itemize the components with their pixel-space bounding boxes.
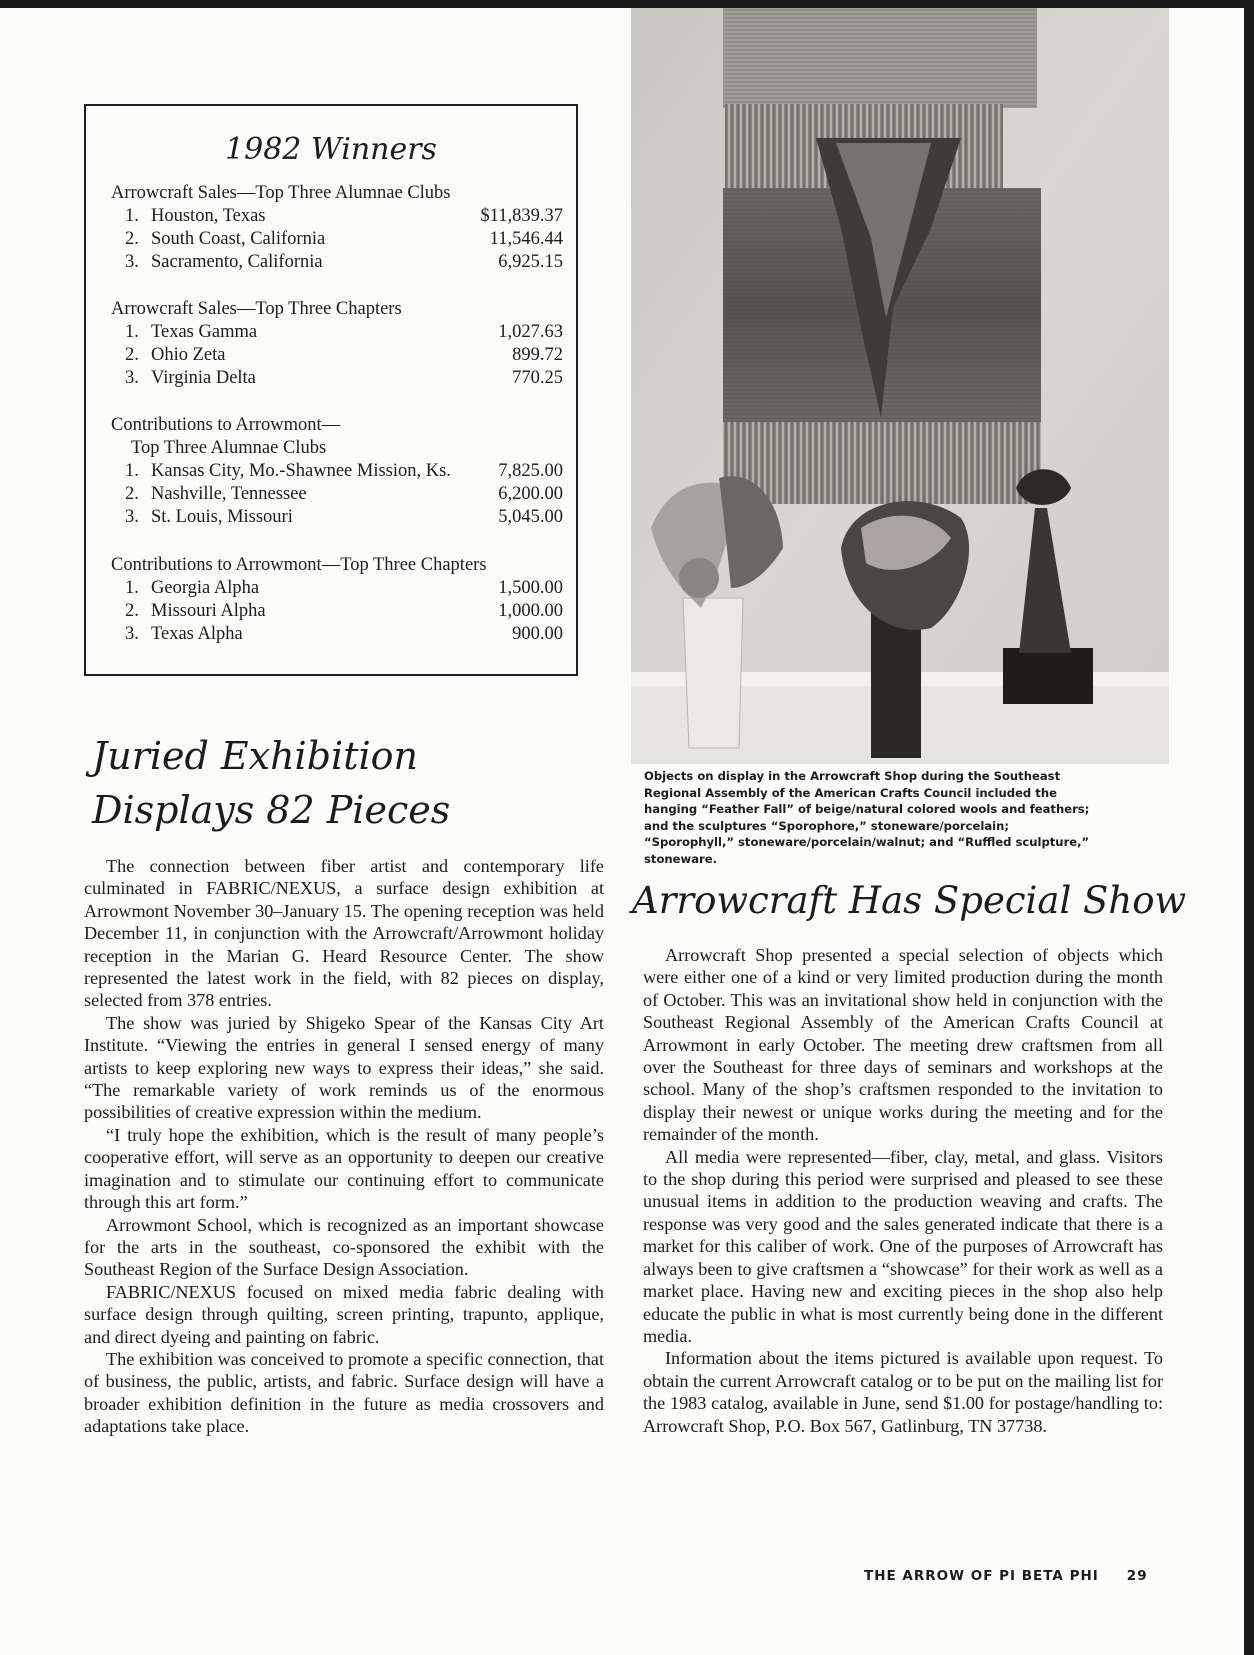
article2-headline: Arrowcraft Has Special Show xyxy=(632,879,1187,922)
paragraph: “I truly hope the exhibition, which is the result of many people’s cooperative effort, will serve as an opportunity to deepen our creative imagination and to stimulate our continuing effort to communicate through this art form.” xyxy=(84,1124,604,1213)
paragraph: All media were represented—fiber, clay, metal, and glass. Visitors to the shop during this period were surprised and pleased to see these unusual items in addition to the production weaving and crafts. The response was very good and the sales generated indicate that there is a market for this caliber of work. One of the purposes of Arrowcraft has always been to give craftsmen a “showcase” for their work as well as a market place. Having new and exciting pieces in the shop also help educate the public in what is most currently being done in the different media. xyxy=(643,1146,1163,1346)
page-footer xyxy=(864,1568,1148,1584)
paragraph: Information about the items pictured is available upon request. To obtain the current Arrowcraft catalog or to be put on the mailing list for the 1983 catalog, available in June, send $1.00 for postage/handling to: Arrowcraft Shop, P.O. Box 567, Gatlinburg, TN 37738. xyxy=(643,1348,1163,1436)
paragraph: The show was juried by Shigeko Spear of the Kansas City Art Institute. “Viewing the entries in general I sensed energy of many artists to keep exploring new ways to express their ideas,” she said. “The remarkable variety of work reminds us of the enormous possibilities of creative expression within the medium. xyxy=(84,1012,604,1123)
scan-border-right xyxy=(1244,0,1254,1655)
winner-row: 3. Virginia Delta 770.25 xyxy=(125,368,563,388)
winner-row: 2. South Coast, California 11,546.44 xyxy=(125,229,563,249)
publication-name: THE ARROW OF PI BETA PHI xyxy=(864,1568,1099,1584)
winners-section-alumnae-contributions xyxy=(111,414,563,529)
sculpture-sporophyll-base xyxy=(871,608,921,758)
arrowcraft-exhibit-photo xyxy=(631,8,1169,764)
winner-row: 3. St. Louis, Missouri 5,045.00 xyxy=(125,507,563,527)
paragraph: FABRIC/NEXUS focused on mixed media fabric dealing with surface design through quilting, screen printing, trapunto, applique, and direct dyeing and painting on fabric. xyxy=(84,1281,604,1347)
section-heading: Contributions to Arrowmont—Top Three Chapters xyxy=(111,555,487,575)
page-number: 29 xyxy=(1126,1568,1148,1584)
photo-caption: Objects on display in the Arrowcraft Shop during the Southeast Regional Assembly of the American Crafts Council included the hanging “Feather Fall” of beige/natural colored wools and feathers; and the sculptures “Sporophore,” stoneware/porcelain; “Sporophyll,” stoneware/porcelain/walnut; and “Ruffled sculpture,” stoneware. xyxy=(644,769,1090,866)
winners-section-chapter-sales xyxy=(111,298,563,390)
article2-body xyxy=(643,944,1163,1437)
article1-headline-line1: Juried Exhibition xyxy=(92,734,418,778)
winner-row: 2. Ohio Zeta 899.72 xyxy=(125,345,563,365)
scan-border-top xyxy=(0,0,1254,8)
winner-row: 1. Houston, Texas $11,839.37 xyxy=(125,206,563,226)
winners-section-chapter-contributions xyxy=(111,554,563,646)
winner-row: 3. Sacramento, California 6,925.15 xyxy=(125,252,563,272)
winner-row: 1. Kansas City, Mo.-Shawnee Mission, Ks. 7,825.00 xyxy=(125,461,563,481)
section-heading: Arrowcraft Sales—Top Three Chapters xyxy=(111,299,402,319)
weaving-lower-fringe xyxy=(723,422,1041,504)
paragraph: Arrowcraft Shop presented a special selection of objects which were either one of a kind or very limited production during the month of October. This was an invitational show held in conjunction with the Southeast Regional Assembly of the American Crafts Council at Arrowmont in early October. The meeting drew craftsmen from all over the Southeast for three days of seminars and workshops at the school. Many of the shop’s craftsmen responded to the invitation to display their newest or unique works during the meeting and for the remainder of the month. xyxy=(643,945,1163,1145)
section-heading: Contributions to Arrowmont— xyxy=(111,415,341,435)
winners-title: 1982 Winners xyxy=(225,132,437,167)
article1-headline-line2: Displays 82 Pieces xyxy=(92,788,451,832)
ruffled-sculpture-base xyxy=(1003,648,1093,704)
winner-row: 2. Nashville, Tennessee 6,200.00 xyxy=(125,484,563,504)
sculpture-sporophore-base xyxy=(683,598,743,748)
sculpture-flower xyxy=(679,558,719,598)
winner-row: 2. Missouri Alpha 1,000.00 xyxy=(125,601,563,621)
winners-box xyxy=(84,104,578,676)
winners-section-alumnae-sales xyxy=(111,182,563,274)
paragraph: The exhibition was conceived to promote a specific connection, that of business, the public, artists, and fabric. Surface design will have a broader exhibition definition in the future as media crossovers and adaptations take place. xyxy=(84,1348,604,1437)
winner-row: 1. Georgia Alpha 1,500.00 xyxy=(125,578,563,598)
article1-body xyxy=(84,855,604,1438)
paragraph: Arrowmont School, which is recognized as an important showcase for the arts in the southeast, co-sponsored the exhibit with the Southeast Region of the Surface Design Association. xyxy=(84,1214,604,1280)
winner-row: 3. Texas Alpha 900.00 xyxy=(125,624,563,644)
section-heading: Arrowcraft Sales—Top Three Alumnae Clubs xyxy=(111,183,451,203)
section-subheading: Top Three Alumnae Clubs xyxy=(131,438,327,458)
winner-row: 1. Texas Gamma 1,027.63 xyxy=(125,322,563,342)
paragraph: The connection between fiber artist and contemporary life culminated in FABRIC/NEXUS, a surface design exhibition at Arrowmont November 30–January 15. The opening reception was held December 11, in conjunction with the Arrowcraft/Arrowmont holiday reception in the Marian G. Heard Resource Center. The show represented the latest work in the field, with 82 pieces on display, selected from 378 entries. xyxy=(84,856,604,1011)
